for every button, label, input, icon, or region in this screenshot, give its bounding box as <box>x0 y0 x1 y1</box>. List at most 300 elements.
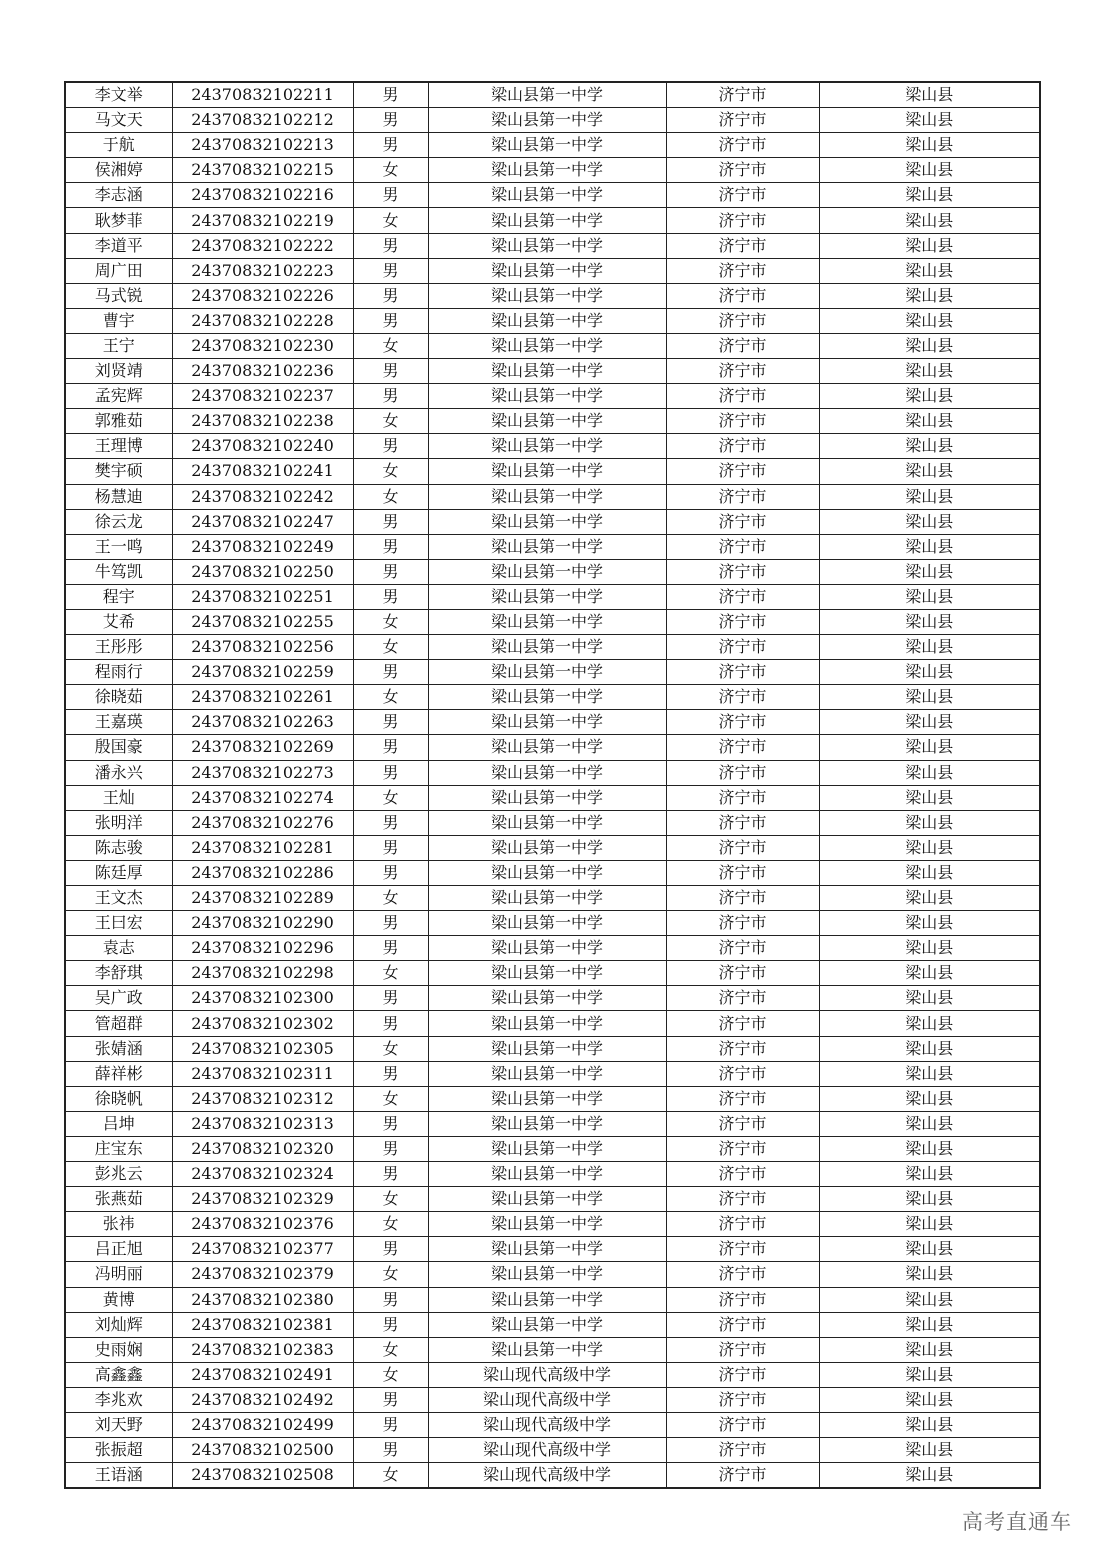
name-cell: 张振超 <box>65 1438 172 1463</box>
county-cell: 梁山县 <box>819 409 1040 434</box>
gender-cell: 男 <box>353 434 428 459</box>
gender-cell: 男 <box>353 986 428 1011</box>
gender-cell: 男 <box>353 1287 428 1312</box>
city-cell: 济宁市 <box>666 108 819 133</box>
school-cell: 梁山县第一中学 <box>428 333 666 358</box>
school-cell: 梁山县第一中学 <box>428 1262 666 1287</box>
city-cell: 济宁市 <box>666 559 819 584</box>
table-row <box>65 459 1040 484</box>
school-cell: 梁山现代高级中学 <box>428 1362 666 1387</box>
table-row <box>65 1187 1040 1212</box>
city-cell: 济宁市 <box>666 1187 819 1212</box>
exam-id-cell: 24370832102242 <box>172 484 353 509</box>
city-cell: 济宁市 <box>666 1061 819 1086</box>
school-cell: 梁山县第一中学 <box>428 961 666 986</box>
county-cell: 梁山县 <box>819 1362 1040 1387</box>
name-cell: 周广田 <box>65 258 172 283</box>
county-cell: 梁山县 <box>819 1312 1040 1337</box>
name-cell: 庄宝东 <box>65 1136 172 1161</box>
exam-id-cell: 24370832102302 <box>172 1011 353 1036</box>
exam-id-cell: 24370832102250 <box>172 559 353 584</box>
gender-cell: 女 <box>353 1337 428 1362</box>
table-row <box>65 434 1040 459</box>
name-cell: 王理博 <box>65 434 172 459</box>
name-cell: 马文天 <box>65 108 172 133</box>
gender-cell: 男 <box>353 860 428 885</box>
city-cell: 济宁市 <box>666 760 819 785</box>
city-cell: 济宁市 <box>666 986 819 1011</box>
name-cell: 侯湘婷 <box>65 158 172 183</box>
county-cell: 梁山县 <box>819 835 1040 860</box>
county-cell: 梁山县 <box>819 133 1040 158</box>
exam-id-cell: 24370832102212 <box>172 108 353 133</box>
gender-cell: 女 <box>353 158 428 183</box>
gender-cell: 女 <box>353 685 428 710</box>
county-cell: 梁山县 <box>819 760 1040 785</box>
city-cell: 济宁市 <box>666 685 819 710</box>
city-cell: 济宁市 <box>666 384 819 409</box>
table-row <box>65 283 1040 308</box>
exam-id-cell: 24370832102219 <box>172 208 353 233</box>
county-cell: 梁山县 <box>819 359 1040 384</box>
table-row <box>65 1463 1040 1489</box>
county-cell: 梁山县 <box>819 735 1040 760</box>
county-cell: 梁山县 <box>819 660 1040 685</box>
gender-cell: 女 <box>353 1086 428 1111</box>
school-cell: 梁山县第一中学 <box>428 509 666 534</box>
city-cell: 济宁市 <box>666 1262 819 1287</box>
exam-id-cell: 24370832102383 <box>172 1337 353 1362</box>
name-cell: 李志涵 <box>65 183 172 208</box>
city-cell: 济宁市 <box>666 635 819 660</box>
name-cell: 樊宇硕 <box>65 459 172 484</box>
name-cell: 李兆欢 <box>65 1387 172 1412</box>
city-cell: 济宁市 <box>666 509 819 534</box>
gender-cell: 女 <box>353 1187 428 1212</box>
exam-id-cell: 24370832102273 <box>172 760 353 785</box>
city-cell: 济宁市 <box>666 710 819 735</box>
city-cell: 济宁市 <box>666 1011 819 1036</box>
county-cell: 梁山县 <box>819 308 1040 333</box>
school-cell: 梁山现代高级中学 <box>428 1438 666 1463</box>
table-row <box>65 534 1040 559</box>
city-cell: 济宁市 <box>666 1463 819 1489</box>
school-cell: 梁山县第一中学 <box>428 810 666 835</box>
county-cell: 梁山县 <box>819 1086 1040 1111</box>
exam-id-cell: 24370832102377 <box>172 1237 353 1262</box>
gender-cell: 男 <box>353 810 428 835</box>
exam-id-cell: 24370832102259 <box>172 660 353 685</box>
exam-id-cell: 24370832102237 <box>172 384 353 409</box>
city-cell: 济宁市 <box>666 459 819 484</box>
exam-id-cell: 24370832102251 <box>172 584 353 609</box>
exam-id-cell: 24370832102313 <box>172 1111 353 1136</box>
city-cell: 济宁市 <box>666 359 819 384</box>
table-row <box>65 961 1040 986</box>
county-cell: 梁山县 <box>819 1162 1040 1187</box>
gender-cell: 女 <box>353 1036 428 1061</box>
county-cell: 梁山县 <box>819 685 1040 710</box>
gender-cell: 男 <box>353 82 428 108</box>
table-row <box>65 384 1040 409</box>
exam-id-cell: 24370832102305 <box>172 1036 353 1061</box>
name-cell: 杨慧迪 <box>65 484 172 509</box>
name-cell: 高鑫鑫 <box>65 1362 172 1387</box>
exam-id-cell: 24370832102241 <box>172 459 353 484</box>
table-row <box>65 886 1040 911</box>
city-cell: 济宁市 <box>666 434 819 459</box>
exam-id-cell: 24370832102281 <box>172 835 353 860</box>
county-cell: 梁山县 <box>819 936 1040 961</box>
gender-cell: 男 <box>353 308 428 333</box>
table-row <box>65 760 1040 785</box>
exam-id-cell: 24370832102240 <box>172 434 353 459</box>
gender-cell: 男 <box>353 534 428 559</box>
county-cell: 梁山县 <box>819 1387 1040 1412</box>
school-cell: 梁山县第一中学 <box>428 584 666 609</box>
city-cell: 济宁市 <box>666 1287 819 1312</box>
city-cell: 济宁市 <box>666 1086 819 1111</box>
county-cell: 梁山县 <box>819 1061 1040 1086</box>
table-row <box>65 1362 1040 1387</box>
school-cell: 梁山县第一中学 <box>428 1036 666 1061</box>
exam-id-cell: 24370832102289 <box>172 886 353 911</box>
exam-id-cell: 24370832102249 <box>172 534 353 559</box>
table-row <box>65 258 1040 283</box>
city-cell: 济宁市 <box>666 961 819 986</box>
name-cell: 刘贤靖 <box>65 359 172 384</box>
exam-id-cell: 24370832102500 <box>172 1438 353 1463</box>
table-row <box>65 1237 1040 1262</box>
county-cell: 梁山县 <box>819 434 1040 459</box>
school-cell: 梁山县第一中学 <box>428 283 666 308</box>
gender-cell: 男 <box>353 283 428 308</box>
name-cell: 冯明丽 <box>65 1262 172 1287</box>
county-cell: 梁山县 <box>819 333 1040 358</box>
school-cell: 梁山县第一中学 <box>428 760 666 785</box>
exam-id-cell: 24370832102228 <box>172 308 353 333</box>
gender-cell: 男 <box>353 660 428 685</box>
school-cell: 梁山县第一中学 <box>428 409 666 434</box>
table-row <box>65 660 1040 685</box>
exam-id-cell: 24370832102223 <box>172 258 353 283</box>
school-cell: 梁山现代高级中学 <box>428 1387 666 1412</box>
table-row <box>65 911 1040 936</box>
name-cell: 张明洋 <box>65 810 172 835</box>
table-row <box>65 1262 1040 1287</box>
school-cell: 梁山县第一中学 <box>428 384 666 409</box>
name-cell: 彭兆云 <box>65 1162 172 1187</box>
gender-cell: 男 <box>353 1412 428 1437</box>
table-row <box>65 1438 1040 1463</box>
exam-id-cell: 24370832102324 <box>172 1162 353 1187</box>
name-cell: 黄博 <box>65 1287 172 1312</box>
exam-id-cell: 24370832102290 <box>172 911 353 936</box>
gender-cell: 男 <box>353 835 428 860</box>
school-cell: 梁山县第一中学 <box>428 1162 666 1187</box>
table-row <box>65 509 1040 534</box>
name-cell: 艾希 <box>65 609 172 634</box>
city-cell: 济宁市 <box>666 1387 819 1412</box>
roster-body <box>65 82 1040 1488</box>
school-cell: 梁山县第一中学 <box>428 710 666 735</box>
county-cell: 梁山县 <box>819 1463 1040 1489</box>
school-cell: 梁山县第一中学 <box>428 635 666 660</box>
exam-id-cell: 24370832102508 <box>172 1463 353 1489</box>
county-cell: 梁山县 <box>819 384 1040 409</box>
name-cell: 陈廷厚 <box>65 860 172 885</box>
exam-id-cell: 24370832102236 <box>172 359 353 384</box>
name-cell: 王文杰 <box>65 886 172 911</box>
school-cell: 梁山县第一中学 <box>428 1086 666 1111</box>
city-cell: 济宁市 <box>666 1111 819 1136</box>
city-cell: 济宁市 <box>666 860 819 885</box>
county-cell: 梁山县 <box>819 710 1040 735</box>
exam-id-cell: 24370832102491 <box>172 1362 353 1387</box>
name-cell: 吕坤 <box>65 1111 172 1136</box>
name-cell: 孟宪辉 <box>65 384 172 409</box>
table-row <box>65 609 1040 634</box>
exam-id-cell: 24370832102230 <box>172 333 353 358</box>
table-row <box>65 484 1040 509</box>
name-cell: 史雨娴 <box>65 1337 172 1362</box>
gender-cell: 女 <box>353 886 428 911</box>
name-cell: 李文举 <box>65 82 172 108</box>
table-row <box>65 986 1040 1011</box>
county-cell: 梁山县 <box>819 1412 1040 1437</box>
table-row <box>65 359 1040 384</box>
exam-id-cell: 24370832102261 <box>172 685 353 710</box>
gender-cell: 男 <box>353 760 428 785</box>
school-cell: 梁山县第一中学 <box>428 359 666 384</box>
school-cell: 梁山县第一中学 <box>428 785 666 810</box>
table-row <box>65 1136 1040 1161</box>
gender-cell: 女 <box>353 484 428 509</box>
gender-cell: 男 <box>353 258 428 283</box>
county-cell: 梁山县 <box>819 1212 1040 1237</box>
school-cell: 梁山现代高级中学 <box>428 1463 666 1489</box>
name-cell: 李舒琪 <box>65 961 172 986</box>
county-cell: 梁山县 <box>819 283 1040 308</box>
table-row <box>65 1011 1040 1036</box>
name-cell: 张燕茹 <box>65 1187 172 1212</box>
name-cell: 王语涵 <box>65 1463 172 1489</box>
school-cell: 梁山县第一中学 <box>428 911 666 936</box>
gender-cell: 男 <box>353 108 428 133</box>
gender-cell: 男 <box>353 1111 428 1136</box>
name-cell: 潘永兴 <box>65 760 172 785</box>
table-row <box>65 1212 1040 1237</box>
table-row <box>65 183 1040 208</box>
city-cell: 济宁市 <box>666 1412 819 1437</box>
school-cell: 梁山县第一中学 <box>428 660 666 685</box>
county-cell: 梁山县 <box>819 810 1040 835</box>
table-row <box>65 308 1040 333</box>
name-cell: 张婧涵 <box>65 1036 172 1061</box>
gender-cell: 男 <box>353 735 428 760</box>
gender-cell: 男 <box>353 1387 428 1412</box>
exam-id-cell: 24370832102269 <box>172 735 353 760</box>
gender-cell: 女 <box>353 1362 428 1387</box>
county-cell: 梁山县 <box>819 1438 1040 1463</box>
school-cell: 梁山县第一中学 <box>428 936 666 961</box>
exam-id-cell: 24370832102499 <box>172 1412 353 1437</box>
exam-id-cell: 24370832102256 <box>172 635 353 660</box>
county-cell: 梁山县 <box>819 559 1040 584</box>
name-cell: 张祎 <box>65 1212 172 1237</box>
county-cell: 梁山县 <box>819 1337 1040 1362</box>
name-cell: 王一鸣 <box>65 534 172 559</box>
exam-id-cell: 24370832102312 <box>172 1086 353 1111</box>
city-cell: 济宁市 <box>666 936 819 961</box>
city-cell: 济宁市 <box>666 1337 819 1362</box>
gender-cell: 女 <box>353 1212 428 1237</box>
school-cell: 梁山县第一中学 <box>428 1312 666 1337</box>
county-cell: 梁山县 <box>819 785 1040 810</box>
school-cell: 梁山县第一中学 <box>428 308 666 333</box>
name-cell: 于航 <box>65 133 172 158</box>
county-cell: 梁山县 <box>819 860 1040 885</box>
table-row <box>65 208 1040 233</box>
school-cell: 梁山县第一中学 <box>428 1136 666 1161</box>
county-cell: 梁山县 <box>819 233 1040 258</box>
city-cell: 济宁市 <box>666 660 819 685</box>
school-cell: 梁山县第一中学 <box>428 258 666 283</box>
school-cell: 梁山县第一中学 <box>428 484 666 509</box>
county-cell: 梁山县 <box>819 1036 1040 1061</box>
city-cell: 济宁市 <box>666 609 819 634</box>
gender-cell: 女 <box>353 409 428 434</box>
name-cell: 马式锐 <box>65 283 172 308</box>
gender-cell: 男 <box>353 1312 428 1337</box>
table-row <box>65 158 1040 183</box>
county-cell: 梁山县 <box>819 1136 1040 1161</box>
gender-cell: 男 <box>353 1011 428 1036</box>
name-cell: 吴广政 <box>65 986 172 1011</box>
school-cell: 梁山县第一中学 <box>428 82 666 108</box>
city-cell: 济宁市 <box>666 1438 819 1463</box>
exam-id-cell: 24370832102226 <box>172 283 353 308</box>
city-cell: 济宁市 <box>666 1212 819 1237</box>
county-cell: 梁山县 <box>819 208 1040 233</box>
county-cell: 梁山县 <box>819 609 1040 634</box>
city-cell: 济宁市 <box>666 183 819 208</box>
name-cell: 吕正旭 <box>65 1237 172 1262</box>
gender-cell: 男 <box>353 1162 428 1187</box>
school-cell: 梁山县第一中学 <box>428 534 666 559</box>
name-cell: 管超群 <box>65 1011 172 1036</box>
exam-id-cell: 24370832102376 <box>172 1212 353 1237</box>
name-cell: 耿梦菲 <box>65 208 172 233</box>
city-cell: 济宁市 <box>666 1162 819 1187</box>
table-row <box>65 1387 1040 1412</box>
school-cell: 梁山县第一中学 <box>428 886 666 911</box>
table-row <box>65 1412 1040 1437</box>
name-cell: 王彤彤 <box>65 635 172 660</box>
table-row <box>65 82 1040 108</box>
city-cell: 济宁市 <box>666 308 819 333</box>
county-cell: 梁山县 <box>819 886 1040 911</box>
school-cell: 梁山县第一中学 <box>428 835 666 860</box>
name-cell: 刘灿辉 <box>65 1312 172 1337</box>
table-row <box>65 936 1040 961</box>
city-cell: 济宁市 <box>666 233 819 258</box>
name-cell: 刘天野 <box>65 1412 172 1437</box>
school-cell: 梁山县第一中学 <box>428 434 666 459</box>
county-cell: 梁山县 <box>819 1287 1040 1312</box>
name-cell: 曹宇 <box>65 308 172 333</box>
table-row <box>65 785 1040 810</box>
table-row <box>65 710 1040 735</box>
name-cell: 牛笃凯 <box>65 559 172 584</box>
gender-cell: 男 <box>353 509 428 534</box>
gender-cell: 男 <box>353 1061 428 1086</box>
school-cell: 梁山县第一中学 <box>428 609 666 634</box>
school-cell: 梁山县第一中学 <box>428 1011 666 1036</box>
exam-id-cell: 24370832102238 <box>172 409 353 434</box>
name-cell: 袁志 <box>65 936 172 961</box>
gender-cell: 男 <box>353 936 428 961</box>
table-row <box>65 1061 1040 1086</box>
gender-cell: 男 <box>353 183 428 208</box>
school-cell: 梁山县第一中学 <box>428 1212 666 1237</box>
county-cell: 梁山县 <box>819 1262 1040 1287</box>
gender-cell: 男 <box>353 1438 428 1463</box>
exam-id-cell: 24370832102320 <box>172 1136 353 1161</box>
gender-cell: 男 <box>353 911 428 936</box>
exam-id-cell: 24370832102381 <box>172 1312 353 1337</box>
exam-id-cell: 24370832102276 <box>172 810 353 835</box>
school-cell: 梁山县第一中学 <box>428 158 666 183</box>
gender-cell: 男 <box>353 559 428 584</box>
table-row <box>65 1111 1040 1136</box>
exam-id-cell: 24370832102300 <box>172 986 353 1011</box>
name-cell: 徐晓帆 <box>65 1086 172 1111</box>
school-cell: 梁山县第一中学 <box>428 1187 666 1212</box>
county-cell: 梁山县 <box>819 1111 1040 1136</box>
city-cell: 济宁市 <box>666 258 819 283</box>
exam-id-cell: 24370832102298 <box>172 961 353 986</box>
name-cell: 王灿 <box>65 785 172 810</box>
county-cell: 梁山县 <box>819 635 1040 660</box>
city-cell: 济宁市 <box>666 810 819 835</box>
exam-id-cell: 24370832102213 <box>172 133 353 158</box>
exam-id-cell: 24370832102329 <box>172 1187 353 1212</box>
county-cell: 梁山县 <box>819 158 1040 183</box>
gender-cell: 女 <box>353 961 428 986</box>
city-cell: 济宁市 <box>666 886 819 911</box>
table-row <box>65 559 1040 584</box>
table-row <box>65 635 1040 660</box>
city-cell: 济宁市 <box>666 785 819 810</box>
gender-cell: 男 <box>353 1237 428 1262</box>
school-cell: 梁山县第一中学 <box>428 108 666 133</box>
school-cell: 梁山县第一中学 <box>428 735 666 760</box>
school-cell: 梁山县第一中学 <box>428 208 666 233</box>
city-cell: 济宁市 <box>666 82 819 108</box>
exam-id-cell: 24370832102211 <box>172 82 353 108</box>
exam-id-cell: 24370832102492 <box>172 1387 353 1412</box>
name-cell: 郭雅茹 <box>65 409 172 434</box>
table-row <box>65 108 1040 133</box>
table-row <box>65 685 1040 710</box>
school-cell: 梁山县第一中学 <box>428 1061 666 1086</box>
city-cell: 济宁市 <box>666 1136 819 1161</box>
exam-id-cell: 24370832102216 <box>172 183 353 208</box>
name-cell: 程雨行 <box>65 660 172 685</box>
city-cell: 济宁市 <box>666 484 819 509</box>
exam-id-cell: 24370832102380 <box>172 1287 353 1312</box>
